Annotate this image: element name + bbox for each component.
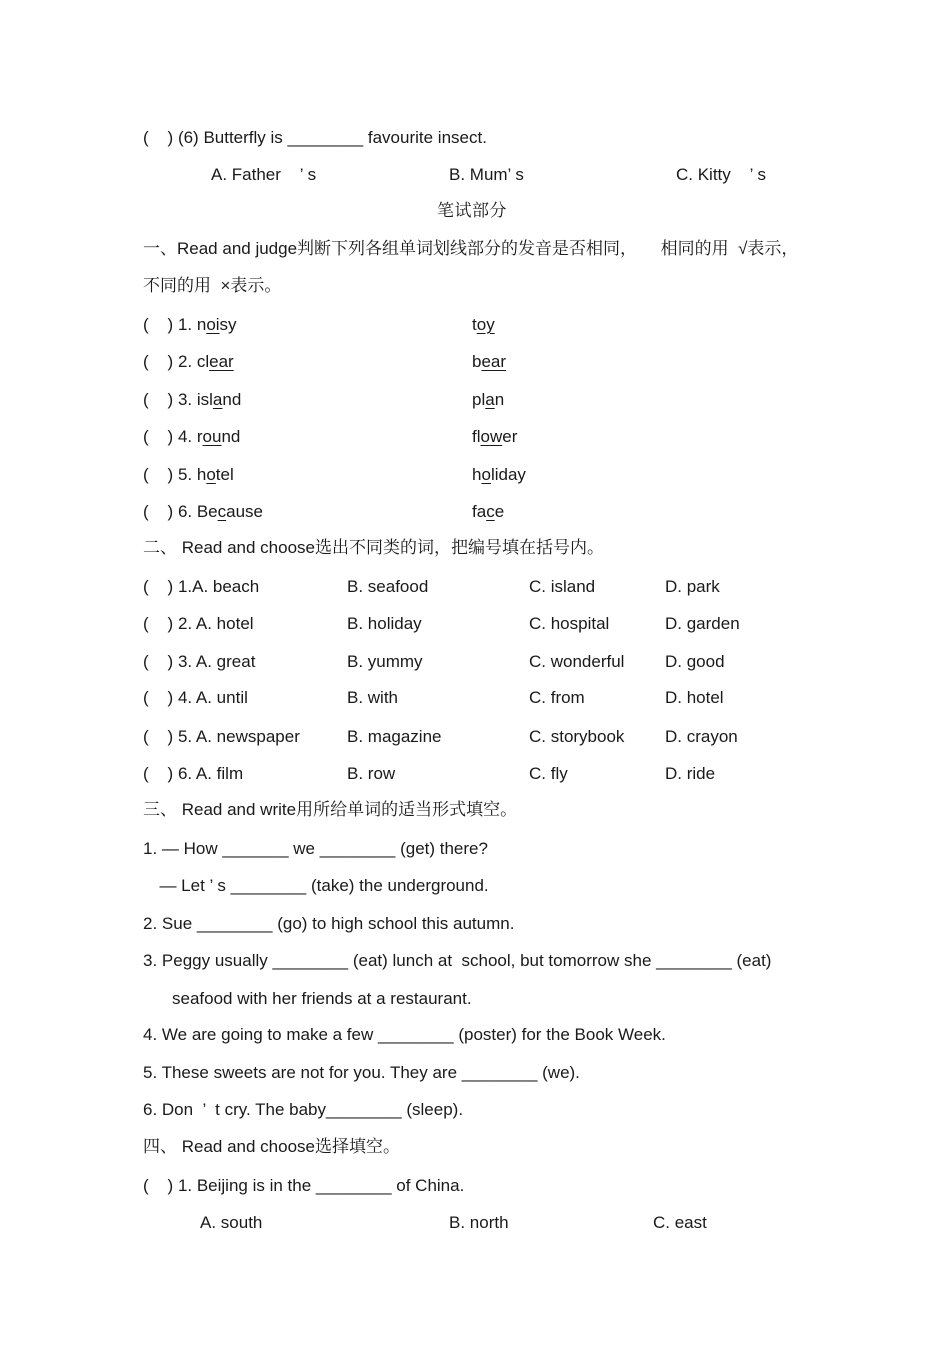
choose-row-option-d: D. good: [665, 652, 725, 671]
choose-row-option-a: ( ) 5. A. newspaper: [143, 727, 300, 746]
choose-row-option-a: ( ) 6. A. film: [143, 764, 244, 783]
choose-row-option-c: C. wonderful: [529, 652, 625, 671]
written-section-title: 笔试部分: [437, 201, 507, 220]
option-b: B. Mum’ s: [449, 165, 524, 184]
choose-row-option-b: B. magazine: [347, 727, 442, 746]
judge-item-compare: face: [472, 502, 505, 521]
fill-line: 1. — How _______ we ________ (get) there?: [143, 839, 488, 858]
choose-row-option-b: B. with: [347, 688, 399, 707]
choose-row-option-c: C. fly: [529, 764, 568, 783]
judge-item-compare: toy: [472, 315, 495, 334]
question-6: ( ) (6) Butterfly is ________ favourite insect.: [143, 128, 487, 147]
fill-line: 3. Peggy usually ________ (eat) lunch at school, but tomorrow she ________ (eat): [143, 951, 772, 970]
choose-row-option-d: D. ride: [665, 764, 716, 783]
section-1-heading-cont: 不同的用 ×表示。: [143, 276, 282, 295]
section-1-heading: 一、Read and judge判断下列各组单词划线部分的发音是否相同， 相同的用 √表示，: [143, 239, 799, 258]
section-4-heading: 四、 Read and choose选择填空。: [143, 1137, 400, 1156]
choose-row-option-d: D. crayon: [665, 727, 738, 746]
choose-row-option-a: ( ) 1.A. beach: [143, 577, 260, 596]
judge-item: ( ) 3. island: [143, 390, 242, 409]
judge-item: ( ) 4. round: [143, 427, 241, 446]
fill-line: 6. Don ’ t cry. The baby________ (sleep).: [143, 1100, 464, 1119]
option-c: C. Kitty ’ s: [676, 165, 767, 184]
choose-row-option-d: D. garden: [665, 614, 740, 633]
choose-row-option-c: C. island: [529, 577, 596, 596]
fill-line: — Let ’ s ________ (take) the underground.: [150, 876, 489, 895]
choice-option-a: A. south: [200, 1213, 263, 1232]
judge-item-compare: plan: [472, 390, 505, 409]
choice-option-c: C. east: [653, 1213, 707, 1232]
choose-row-option-b: B. yummy: [347, 652, 423, 671]
choose-row-option-c: C. from: [529, 688, 585, 707]
judge-item: ( ) 2. clear: [143, 352, 234, 371]
judge-item-compare: bear: [472, 352, 507, 371]
judge-item-compare: flower: [472, 427, 518, 446]
choose-row-option-d: D. hotel: [665, 688, 724, 707]
choose-row-option-a: ( ) 3. A. great: [143, 652, 256, 671]
choose-row-option-b: B. holiday: [347, 614, 422, 633]
choose-row-option-a: ( ) 2. A. hotel: [143, 614, 254, 633]
fill-line: 5. These sweets are not for you. They are ________ (we).: [143, 1063, 580, 1082]
judge-item: ( ) 1. noisy: [143, 315, 237, 334]
fill-line: 2. Sue ________ (go) to high school this autumn.: [143, 914, 515, 933]
choose-row-option-b: B. row: [347, 764, 396, 783]
choose-row-option-c: C. hospital: [529, 614, 610, 633]
choice-question-1: ( ) 1. Beijing is in the ________ of China.: [143, 1176, 465, 1195]
judge-item: ( ) 6. Because: [143, 502, 264, 521]
section-2-heading: 二、 Read and choose选出不同类的词，把编号填在括号内。: [143, 538, 604, 557]
fill-line: seafood with her friends at a restaurant.: [172, 989, 472, 1008]
option-a: A. Father ’ s: [211, 165, 317, 184]
judge-item: ( ) 5. hotel: [143, 465, 234, 484]
choice-option-b: B. north: [449, 1213, 509, 1232]
choose-row-option-a: ( ) 4. A. until: [143, 688, 248, 707]
choose-row-option-d: D. park: [665, 577, 720, 596]
fill-line: 4. We are going to make a few ________ (poster) for the Book Week.: [143, 1025, 666, 1044]
judge-item-compare: holiday: [472, 465, 526, 484]
choose-row-option-c: C. storybook: [529, 727, 625, 746]
choose-row-option-b: B. seafood: [347, 577, 429, 596]
section-3-heading: 三、 Read and write用所给单词的适当形式填空。: [143, 800, 518, 819]
